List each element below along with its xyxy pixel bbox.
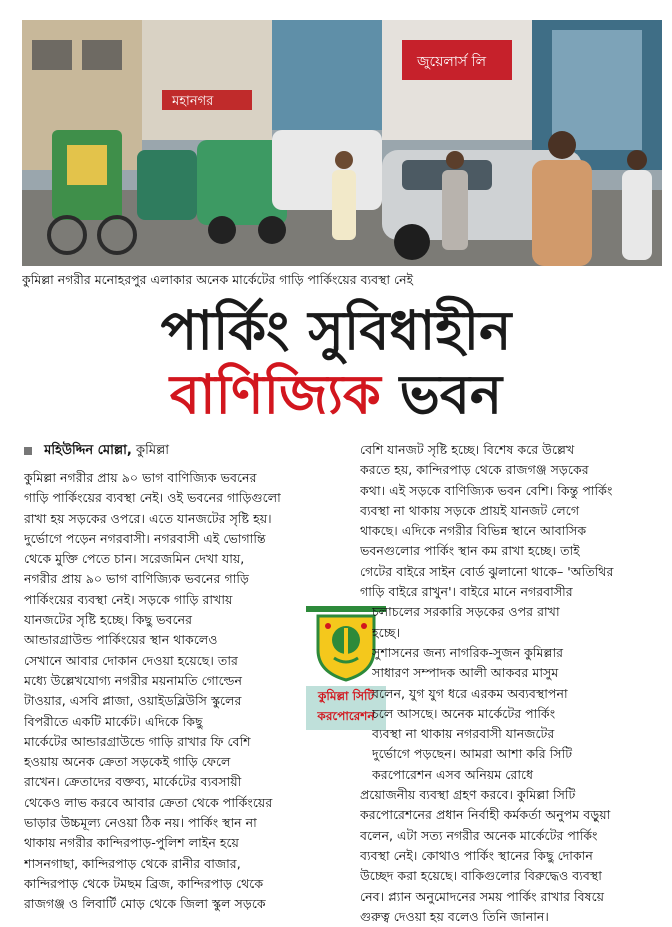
photo-caption: কুমিল্লা নগরীর মনোহরপুর এলাকার অনেক মার্কেটের গাড়ি পার্কিংয়ের ব্যবস্থা নেই xyxy=(22,272,414,287)
body-line: সাধারণ সম্পাদক আলী আকবর মাসুম xyxy=(372,665,559,681)
body-line: মধ্যে উল্লেখযোগ্য নগরীর ময়নামতি গোল্ডেন xyxy=(24,672,243,688)
body-line: শাসনগাছা, কান্দিরপাড় থেকে রানীর বাজার, xyxy=(24,855,241,871)
body-line: বিপরীতে একটি মার্কেট। এদিকে কিছু xyxy=(24,713,203,729)
street-scene-illustration xyxy=(22,20,662,266)
column-2-bottom xyxy=(360,785,660,927)
column-2-top xyxy=(360,440,660,602)
body-line: গুরুত্ব দেওয়া হয় বলেও তিনি জানান। xyxy=(360,908,549,924)
body-line: হওয়ায় অনেক ক্রেতা সড়কেই গাড়ি ফেলে xyxy=(24,754,231,770)
body-line: গাড়ি পার্কিংয়ের ব্যবস্থা নেই। ওই ভবনের গাড়িগুলো xyxy=(24,490,281,506)
headline-line-2 xyxy=(0,363,672,426)
body-line: মার্কেটের আন্ডারগ্রাউন্ডে গাড়ি রাখার ফি বেশি xyxy=(24,733,251,749)
column-2-indented xyxy=(372,602,660,785)
body-line: সুশাসনের জন্য নাগরিক-সুজন কুমিল্লার xyxy=(372,644,564,660)
body-line: থেকে মুক্তি পেতে চান। সরেজমিন দেখা যায়, xyxy=(24,551,245,567)
body-line: বলেন, যুগ যুগ ধরে এরকম অব্যবস্থাপনা xyxy=(372,685,568,701)
body-line: হচ্ছে। xyxy=(372,624,401,640)
body-line: চলাচলের সরকারি সড়কের ওপর রাখা xyxy=(372,604,560,620)
body-line: চলে আসছে। অনেক মার্কেটের পার্কিং xyxy=(372,705,556,721)
body-line: রাখেন। ক্রেতাদের বক্তব্য, মার্কেটের ব্যবসায়ী xyxy=(24,774,242,790)
shop-sign-2: জুয়েলার্স লি xyxy=(417,54,487,70)
body-line: টাওয়ার, এসবি প্লাজা, ওয়াইডব্লিউসি স্কুলের xyxy=(24,693,242,709)
body-line: কান্দিরপাড় থেকে টমছম ব্রিজ, কান্দিরপাড় থেকে xyxy=(24,875,264,891)
body-line: সেখানে আবার দোকান দেওয়া হয়েছে। তার xyxy=(24,652,238,668)
headline-red-word: বাণিজ্যিক xyxy=(169,363,381,426)
body-line: বলেন, এটা সত্য নগরীর অনেক মার্কেটের পার্কিং xyxy=(360,827,598,843)
logo-label-line-2: করপোরেশন xyxy=(317,709,375,723)
body-line: রাখা হয় সড়কের ওপরে। এতে যানজটের সৃষ্টি হয়। xyxy=(24,510,272,526)
body-line: নেব। প্ল্যান অনুমোদনের সময় পার্কিং রাখার বিষয়ে xyxy=(360,888,605,904)
square-bullet-icon xyxy=(24,447,32,455)
body-line: থাকায় নগরীর কান্দিরপাড়-পুলিশ লাইন হয়ে xyxy=(24,835,239,851)
headline-line-1: পার্কিং সুবিধাহীন xyxy=(160,299,512,362)
body-line: থাকছে। এদিকে নগরীর বিভিন্ন স্থানে আবাসিক xyxy=(360,523,587,539)
article-column-1 xyxy=(24,468,346,915)
body-line: উচ্ছেদ করা হয়েছে। বাকিগুলোর বিরুদ্ধেও ব্যবস্থা xyxy=(360,868,602,884)
body-line: থেকেও লাভ করবে আবার ক্রেতা থেকে পার্কিংয়ের xyxy=(24,794,273,810)
body-line: ব্যবস্থা নেই। কোথাও পার্কিং স্থানের কিছু দোকান xyxy=(360,847,593,863)
body-line: কুমিল্লা নগরীর প্রায় ৯০ ভাগ বাণিজ্যিক ভবনের xyxy=(24,470,257,485)
body-line: গাড়ি বাইরে রাখুন'। বাইরে মানে নগরবাসীর xyxy=(360,584,573,600)
byline xyxy=(24,440,169,462)
body-line: রাজগঞ্জ ও লিবার্টি মোড় থেকে জিলা স্কুল সড়কে xyxy=(24,896,266,912)
body-line: কথা। এই সড়কে বাণিজ্যিক ভবন বেশি। কিন্তু পার্কিং xyxy=(360,482,613,498)
byline-author: মহিউদ্দিন মোল্লা, xyxy=(44,443,132,458)
byline-location: কুমিল্লা xyxy=(136,443,170,458)
body-line: প্রয়োজনীয় ব্যবস্থা গ্রহণ করবে। কুমিল্লা সিটি xyxy=(360,787,576,803)
body-line: আন্ডারগ্রাউন্ড পার্কিংয়ের স্থান থাকলেও xyxy=(24,632,218,648)
body-line: ব্যবস্থা না থাকায় সড়কে প্রায়ই যানজট লেগে xyxy=(360,502,580,518)
body-line: দুর্ভোগে পড়েন নগরবাসী। নগরবাসী এই ভোগান্তি xyxy=(24,530,266,546)
news-photo xyxy=(22,20,662,266)
headline-black-word: ভবন xyxy=(399,363,503,426)
body-line: ভবনগুলোর পার্কিং স্থান কম রাখা হচ্ছে। তাই xyxy=(360,543,580,559)
body-line: গেটের বাইরে সাইন বোর্ড ঝুলানো থাকে– 'অতিথির xyxy=(360,563,614,579)
body-line: পার্কিংয়ের ব্যবস্থা নেই। সড়কে গাড়ি রাখায় xyxy=(24,591,233,607)
body-line: যানজটের সৃষ্টি হচ্ছে। কিছু ভবনের xyxy=(24,612,193,628)
article-column-2 xyxy=(360,440,660,927)
body-line: করপোরেশনের প্রধান নির্বাহী কর্মকর্তা অনুপম বড়ুয়া xyxy=(360,807,611,823)
body-line: ব্যবস্থা না থাকায় নগরবাসী যানজটের xyxy=(372,726,555,742)
body-line: ভাড়ার উচ্চমূল্য নেওয়া ঠিক নয়। পার্কিং স্থান না xyxy=(24,815,257,831)
body-line: নগরীর প্রায় ৯০ ভাগ বাণিজ্যিক ভবনের গাড়ি xyxy=(24,571,249,587)
body-line: দুর্ভোগে পড়ছেন। আমরা আশা করি সিটি xyxy=(372,746,573,762)
body-line: করপোরেশন এসব অনিয়ম রোধে xyxy=(372,766,534,782)
logo-label-line-1: কুমিল্লা সিটি xyxy=(317,689,375,703)
body-line: বেশি যানজট সৃষ্টি হচ্ছে। বিশেষ করে উল্লেখ xyxy=(360,442,575,457)
shop-sign-1: মহানগর xyxy=(172,94,214,109)
body-line: করতে হয়, কান্দিরপাড় থেকে রাজগঞ্জ সড়কের xyxy=(360,462,589,478)
